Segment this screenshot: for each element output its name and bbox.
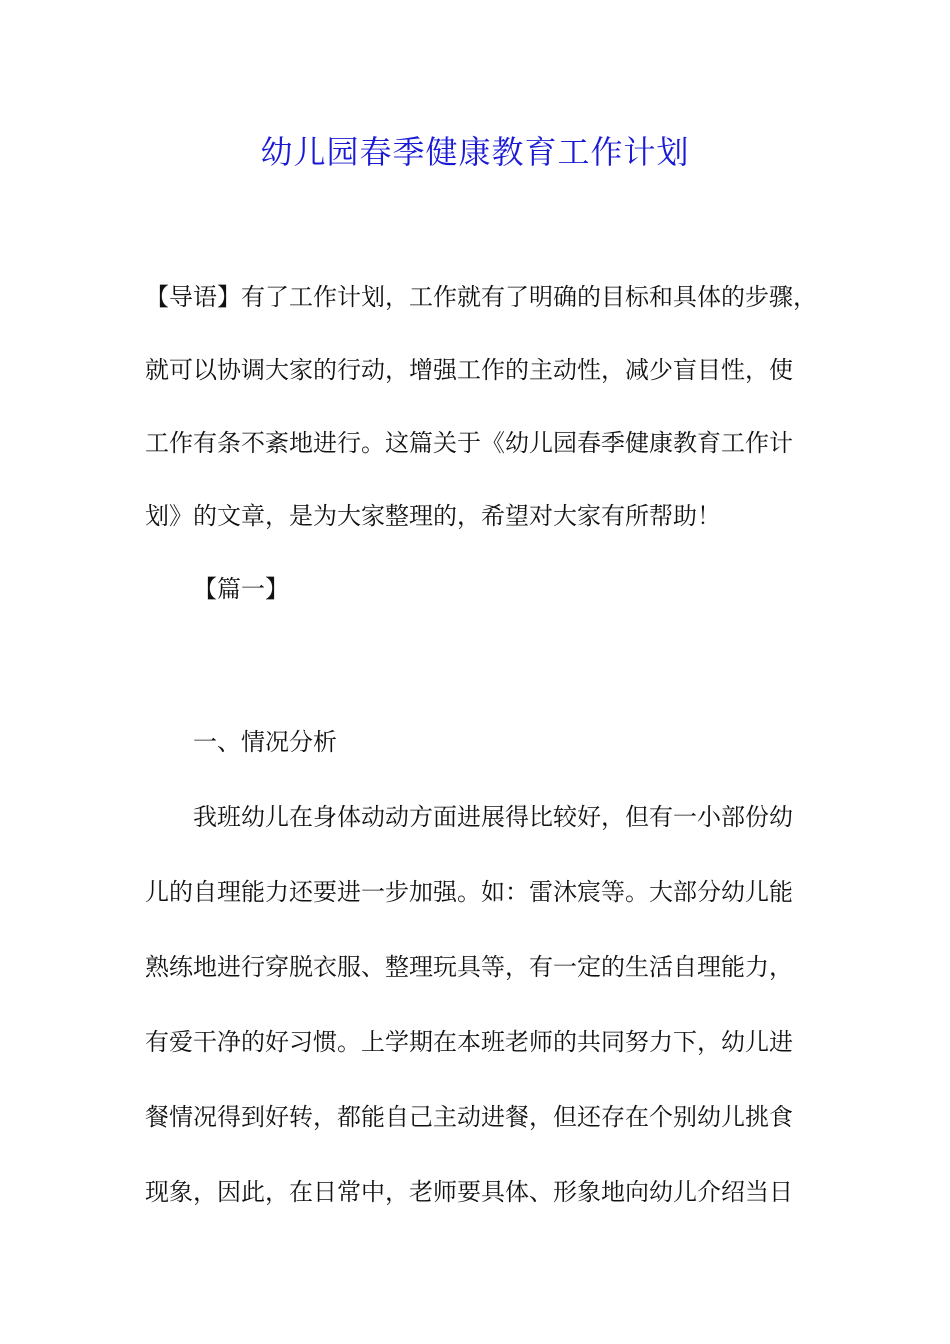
body-line-6: 现象，因此，在日常中，老师要具体、形象地向幼儿介绍当日 (145, 1178, 793, 1206)
body-line-2: 儿的自理能力还要进一步加强。如：雷沐宸等。大部分幼儿能 (145, 878, 793, 906)
section-heading: 一、情况分析 (193, 728, 337, 756)
body-line-3: 熟练地进行穿脱衣服、整理玩具等，有一定的生活自理能力， (145, 953, 793, 981)
intro-line-2: 就可以协调大家的行动，增强工作的主动性，减少盲目性，使 (145, 356, 793, 384)
body-line-5: 餐情况得到好转，都能自己主动进餐，但还存在个别幼儿挑食 (145, 1103, 793, 1131)
intro-line-1: 【导语】有了工作计划，工作就有了明确的目标和具体的步骤， (145, 283, 817, 311)
intro-line-4: 划》的文章，是为大家整理的，希望对大家有所帮助！ (145, 502, 721, 530)
body-line-4: 有爱干净的好习惯。上学期在本班老师的共同努力下，幼儿进 (145, 1028, 793, 1056)
section-label: 【篇一】 (193, 575, 289, 603)
intro-line-3: 工作有条不紊地进行。这篇关于《幼儿园春季健康教育工作计 (145, 429, 793, 457)
document-title: 幼儿园春季健康教育工作计划 (260, 133, 690, 171)
body-line-1: 我班幼儿在身体动动方面进展得比较好，但有一小部份幼 (193, 803, 793, 831)
